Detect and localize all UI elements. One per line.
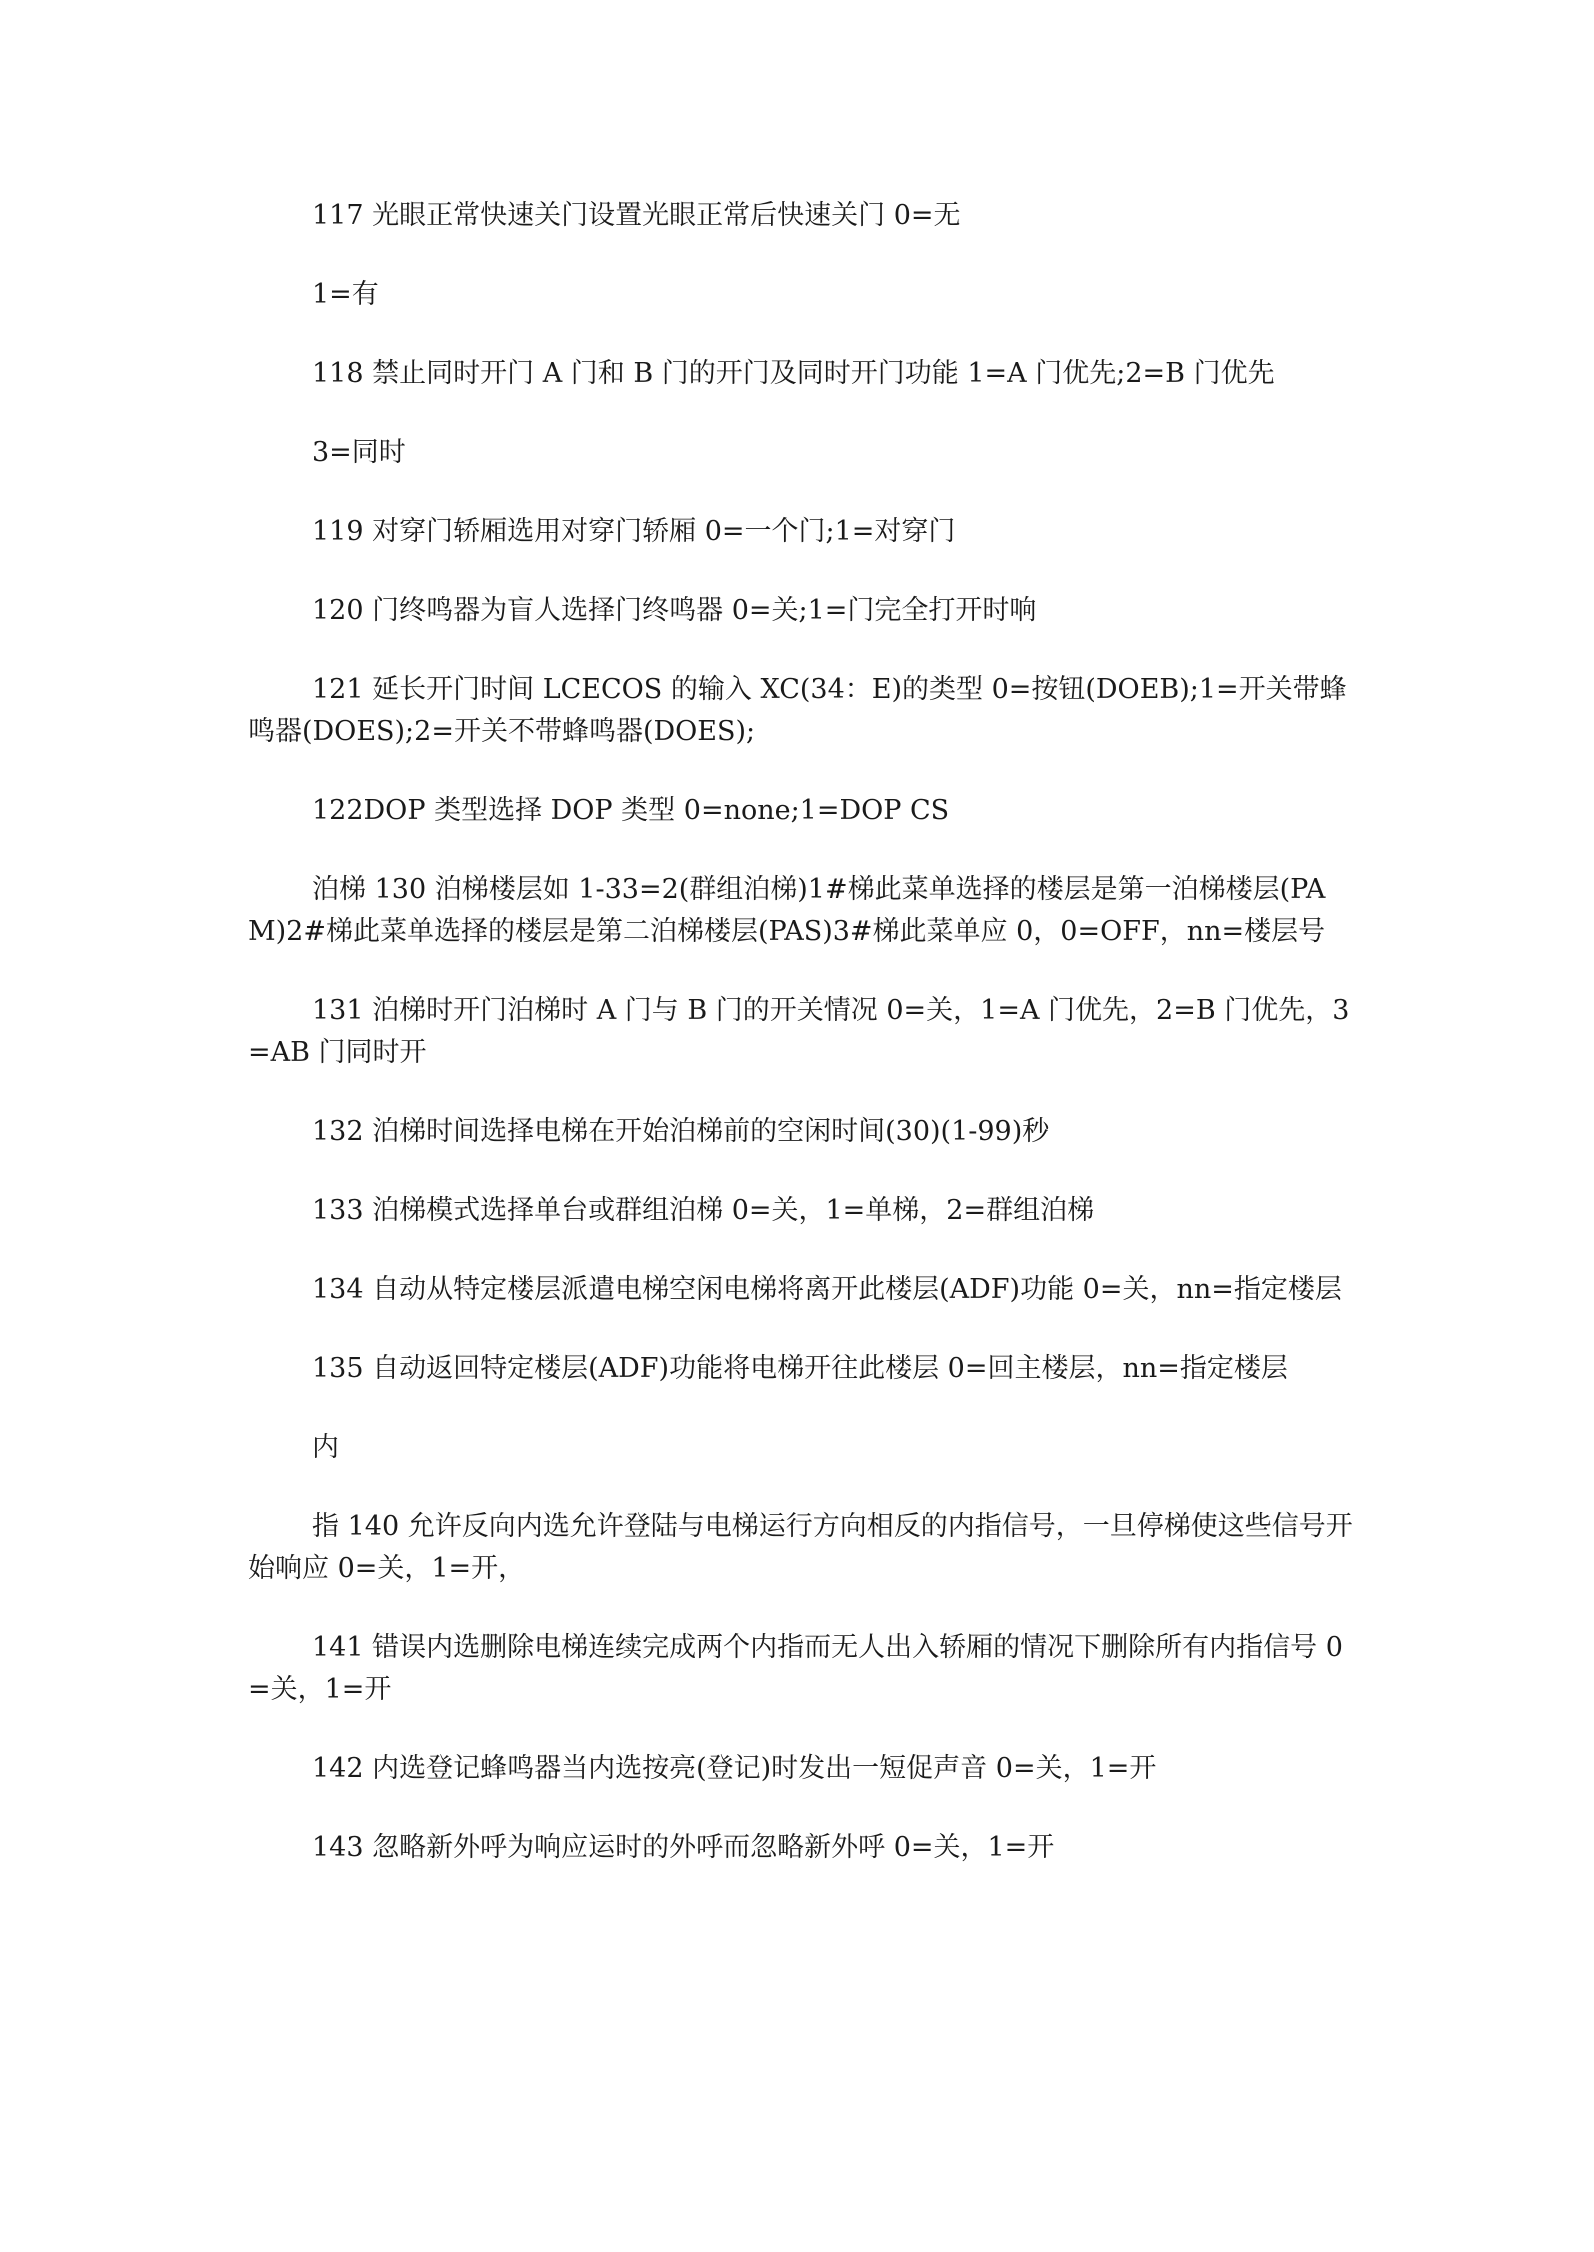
paragraph: 133 泊梯模式选择单台或群组泊梯 0=关，1=单梯，2=群组泊梯: [312, 1195, 1095, 1226]
paragraph: 泊梯 130 泊梯楼层如 1-33=2(群组泊梯)1#梯此菜单选择的楼层是第一泊梯楼层(PAM)2#梯此菜单选择的楼层是第二泊梯楼层(PAS)3#梯此菜单应 0，0=OFF，nn=楼层号: [248, 874, 1326, 947]
paragraph: 132 泊梯时间选择电梯在开始泊梯前的空闲时间(30)(1-99)秒: [312, 1116, 1050, 1147]
paragraph: 143 忽略新外呼为响应运时的外呼而忽略新外呼 0=关，1=开: [312, 1832, 1055, 1863]
paragraph: 141 错误内选删除电梯连续完成两个内指而无人出入轿厢的情况下删除所有内指信号 0=关，1=开: [248, 1632, 1343, 1705]
paragraph: 122DOP 类型选择 DOP 类型 0=none;1=DOP CS: [312, 795, 950, 826]
paragraph: 135 自动返回特定楼层(ADF)功能将电梯开往此楼层 0=回主楼层，nn=指定楼层: [312, 1353, 1288, 1384]
paragraph: 142 内选登记蜂鸣器当内选按亮(登记)时发出一短促声音 0=关，1=开: [312, 1753, 1157, 1784]
paragraph: 134 自动从特定楼层派遣电梯空闲电梯将离开此楼层(ADF)功能 0=关，nn=指定楼层: [312, 1274, 1342, 1305]
paragraph: 指 140 允许反向内选允许登陆与电梯运行方向相反的内指信号，一旦停梯使这些信号开始响应 0=关，1=开，: [248, 1511, 1353, 1584]
paragraph: 119 对穿门轿厢选用对穿门轿厢 0=一个门;1=对穿门: [312, 516, 956, 547]
paragraph: 3=同时: [312, 437, 406, 468]
paragraph: 117 光眼正常快速关门设置光眼正常后快速关门 0=无: [312, 200, 961, 231]
paragraph: 121 延长开门时间 LCECOS 的输入 XC(34：E)的类型 0=按钮(DOEB);1=开关带蜂鸣器(DOES);2=开关不带蜂鸣器(DOES);: [248, 674, 1347, 747]
paragraph: 120 门终鸣器为盲人选择门终鸣器 0=关;1=门完全打开时响: [312, 595, 1037, 626]
paragraph: 1=有: [312, 279, 379, 310]
paragraph: 118 禁止同时开门 A 门和 B 门的开门及同时开门功能 1=A 门优先;2=B 门优先: [312, 358, 1275, 389]
paragraph: 内: [312, 1432, 339, 1463]
paragraph: 131 泊梯时开门泊梯时 A 门与 B 门的开关情况 0=关，1=A 门优先，2=B 门优先，3=AB 门同时开: [248, 995, 1350, 1068]
document-body: [248, 195, 1360, 1906]
